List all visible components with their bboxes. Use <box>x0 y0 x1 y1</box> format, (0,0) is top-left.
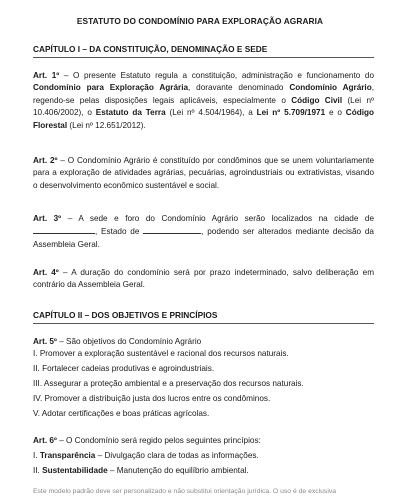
principle-text: – Manutenção do equilíbrio ambiental. <box>107 466 249 475</box>
article-2-text: – O Condomínio Agrário é constituído por condôminos que se unem voluntariamente para a exploração de atividades agrárias, pecuárias, agroindustriais ou extrativistas, visando o desenvolvimento econômico sustentável e social. <box>33 156 374 190</box>
disclaimer-footer: Este modelo padrão deve ser personalizado e não substitui orientação jurídica. O uso é de exclusiva <box>33 488 337 495</box>
principle-number: I. <box>33 451 40 460</box>
article-6-label: Art. 6º <box>33 436 57 445</box>
article-1 <box>33 70 374 132</box>
article-1-text: – O presente Estatuto regula a constituição, administração e funcionamento do <box>59 71 374 80</box>
list-item: I. Promover a exploração sustentável e racional dos recursos naturais. <box>33 349 289 358</box>
article-2-label: Art. 2º <box>33 156 58 165</box>
article-3-text: , podendo ser alterados mediante decisão da Assembleia Geral. <box>33 227 374 249</box>
list-item: IV. Promover a distribuição justa dos lucros entre os condôminos. <box>33 394 271 403</box>
list-item: V. Adotar certificações e boas práticas agrícolas. <box>33 409 210 418</box>
list-item: II. Fortalecer cadeias produtivas e agroindustriais. <box>33 364 215 373</box>
article-1-text: (Lei nº 10.406/2002), o <box>33 95 375 118</box>
article-4-label: Art. 4º <box>33 268 59 277</box>
article-5-intro <box>33 336 374 348</box>
article-4-text: – A duração do condomínio será por prazo indeterminado, salvo deliberação em contrário da Assembleia Geral. <box>33 268 375 290</box>
article-1-bold-lei-5709: Lei nº 5.709/1971 <box>256 108 326 118</box>
article-1-bold-codigo-florestal: Código Florestal <box>33 108 374 130</box>
article-1-bold-agrario: Condomínio Agrário <box>289 83 372 93</box>
list-item: III. Assegurar a proteção ambiental e a preservação dos recursos naturais. <box>33 379 304 388</box>
article-5-intro-text: – São objetivos do Condomínio Agrário <box>56 337 202 346</box>
article-3 <box>33 213 374 251</box>
chapter-2-heading: CAPÍTULO II – DOS OBJETIVOS E PRINCÍPIOS <box>33 310 218 320</box>
article-1-text: (Lei nº 12.651/2012). <box>67 120 146 130</box>
principle-item <box>33 450 374 462</box>
article-3-text: , Estado de <box>95 227 144 237</box>
article-3-text: – A sede e foro do Condomínio Agrário serão localizados na cidade de <box>61 214 374 223</box>
state-blank-field <box>143 225 201 234</box>
article-2 <box>33 155 374 192</box>
article-6-intro <box>33 435 374 447</box>
article-1-bold-codigo-civil: Código Civil <box>291 95 343 105</box>
principle-item <box>33 465 374 477</box>
article-4 <box>33 267 374 292</box>
principle-text: – Divulgação clara de todas as informações. <box>95 451 259 460</box>
article-6-intro-text: – O Condomínio será regido pelos seguintes princípios: <box>56 436 261 445</box>
document-title: ESTATUTO DO CONDOMÍNIO PARA EXPLORAÇÃO AGRARIA <box>76 16 324 26</box>
article-1-text: e o <box>325 108 346 118</box>
article-1-bold-estatuto-terra: Estatuto da Terra <box>95 108 166 118</box>
article-1-text: (Lei nº 4.504/1964), a <box>165 108 257 118</box>
principle-number: II. <box>33 466 43 475</box>
principle-name: Sustentabilidade <box>42 466 108 475</box>
article-5-label: Art. 5º <box>33 337 57 346</box>
article-1-label: Art. 1º <box>33 71 60 80</box>
city-blank-field <box>33 225 95 234</box>
principle-name: Transparência <box>39 451 96 460</box>
chapter-1-heading: CAPÍTULO I – DA CONSTITUIÇÃO, DENOMINAÇÃO E SEDE <box>33 44 268 54</box>
article-1-text: , regendo-se pelas disposições legais aplicáveis, especialmente o <box>33 83 374 105</box>
article-3-label: Art. 3º <box>33 214 62 223</box>
chapter-2-divider <box>33 323 374 324</box>
article-1-bold-condominio: Condomínio para Exploração Agrária <box>33 83 189 93</box>
article-1-text: , doravante denominado <box>188 83 290 93</box>
chapter-1-divider <box>33 57 374 58</box>
